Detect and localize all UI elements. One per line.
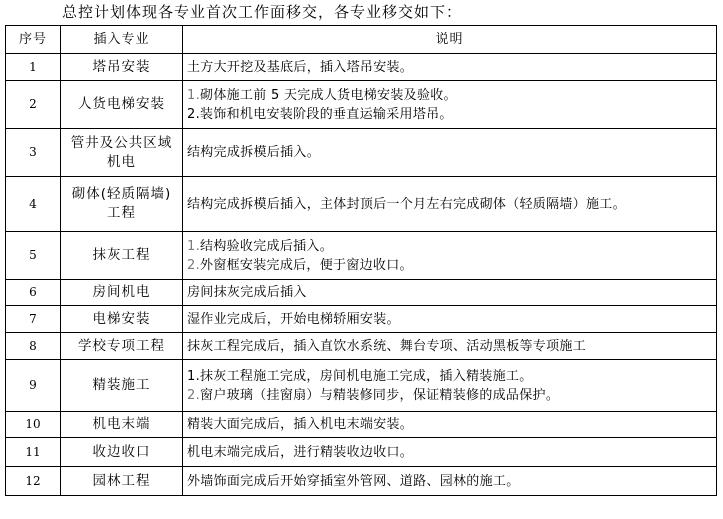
table-row [6,360,717,412]
desc-line-text: 结构验收完成后插入。 [200,238,334,254]
header-desc: 说明 [183,26,717,54]
row-desc [183,280,717,306]
row-specialty [61,412,183,438]
desc-line [187,86,712,105]
desc-line-text: 窗户玻璃（挂窗扇）与精装修同步，保证精装修的成品保护。 [200,387,560,403]
specialty-line: 机电末端 [92,416,151,432]
desc-line-text: 砌体施工前 5 天完成人货电梯安装及验收。 [200,87,457,103]
specialty-line: 抹灰工程 [92,247,151,263]
specialty-handover-table [5,25,717,496]
row-desc [183,333,717,360]
row-desc [183,129,717,177]
table-row [6,333,717,360]
specialty-line: 塔吊安装 [92,58,151,75]
header-no: 序号 [6,26,61,54]
row-desc [183,412,717,438]
row-specialty [61,129,183,177]
desc-line: 机电末端完成后，进行精装收边收口。 [187,444,414,460]
row-no: 2 [6,81,61,129]
desc-line: 结构完成拆模后插入。 [187,145,321,160]
specialty-line: 学校专项工程 [78,337,165,354]
table-row [6,306,717,333]
table-row [6,467,717,496]
desc-line-number: 1. [187,368,201,384]
row-specialty [61,280,183,306]
row-desc [183,54,717,81]
row-specialty [61,232,183,280]
table-row [6,129,717,177]
row-no: 3 [6,129,61,177]
desc-line: 房间抹灰完成后插入 [187,285,307,300]
desc-line [187,237,712,256]
desc-line-number: 2. [187,257,201,273]
specialty-line: 精装施工 [92,377,151,393]
specialty-line: 房间机电 [92,284,151,300]
row-desc [183,232,717,280]
specialty-line: 管井及公共区域 [70,134,173,151]
table-row [6,232,717,280]
row-no: 12 [6,467,61,496]
desc-line: 精装大面完成后，插入机电末端安装。 [187,417,414,432]
specialty-line: 收边收口 [92,443,151,460]
table-row [6,54,717,81]
desc-line [187,386,712,405]
desc-line [187,256,712,275]
desc-line-text: 抹灰工程施工完成，房间机电施工完成，插入精装施工。 [200,368,533,384]
desc-line-text: 装饰和机电安装阶段的垂直运输采用塔吊。 [200,106,453,122]
table-header-row [6,26,717,54]
row-no: 9 [6,360,61,412]
row-no: 5 [6,232,61,280]
desc-line: 抹灰工程完成后，插入直饮水系统、舞台专项、活动黑板等专项施工 [187,338,587,354]
row-no: 8 [6,333,61,360]
table-row [6,438,717,467]
row-no: 1 [6,54,61,81]
row-specialty [61,306,183,333]
desc-line [187,105,712,124]
row-specialty [61,54,183,81]
row-no: 4 [6,177,61,232]
table-row [6,81,717,129]
specialty-line: 机电 [107,153,136,170]
row-desc [183,438,717,467]
row-specialty [61,333,183,360]
table-row [6,412,717,438]
desc-line: 湿作业完成后，开始电梯轿厢安装。 [187,311,400,327]
table-row [6,177,717,232]
row-specialty [61,467,183,496]
row-no: 10 [6,412,61,438]
desc-line-number: 2. [187,106,201,122]
row-no: 7 [6,306,61,333]
header-specialty: 插入专业 [61,26,183,54]
specialty-line: 电梯安装 [92,310,151,327]
row-desc [183,306,717,333]
desc-line: 外墙饰面完成后开始穿插室外管网、道路、园林的施工。 [187,473,520,489]
row-desc [183,177,717,232]
specialty-line: 砌体(轻质隔墙) [71,186,172,202]
desc-line: 结构完成拆模后插入，主体封顶后一个月左右完成砌体（轻质隔墙）施工。 [187,196,626,212]
desc-line-number: 1. [187,238,201,254]
row-desc [183,360,717,412]
row-desc [183,81,717,129]
row-desc [183,467,717,496]
row-specialty [61,438,183,467]
specialty-line: 园林工程 [92,472,151,489]
row-specialty [61,360,183,412]
row-no: 11 [6,438,61,467]
desc-line-number: 1. [187,87,201,103]
desc-line-text: 外窗框安装完成后，便于窗边收口。 [200,257,413,273]
row-specialty [61,177,183,232]
row-no: 6 [6,280,61,306]
desc-line [187,367,712,386]
intro-text: 总控计划体现各专业首次工作面移交，各专业移交如下： [62,3,463,21]
table-row [6,280,717,306]
desc-line-number: 2. [187,387,201,403]
desc-line: 土方大开挖及基底后，插入塔吊安装。 [187,59,414,75]
specialty-line: 工程 [107,205,136,221]
row-specialty [61,81,183,129]
specialty-line: 人货电梯安装 [78,96,165,112]
